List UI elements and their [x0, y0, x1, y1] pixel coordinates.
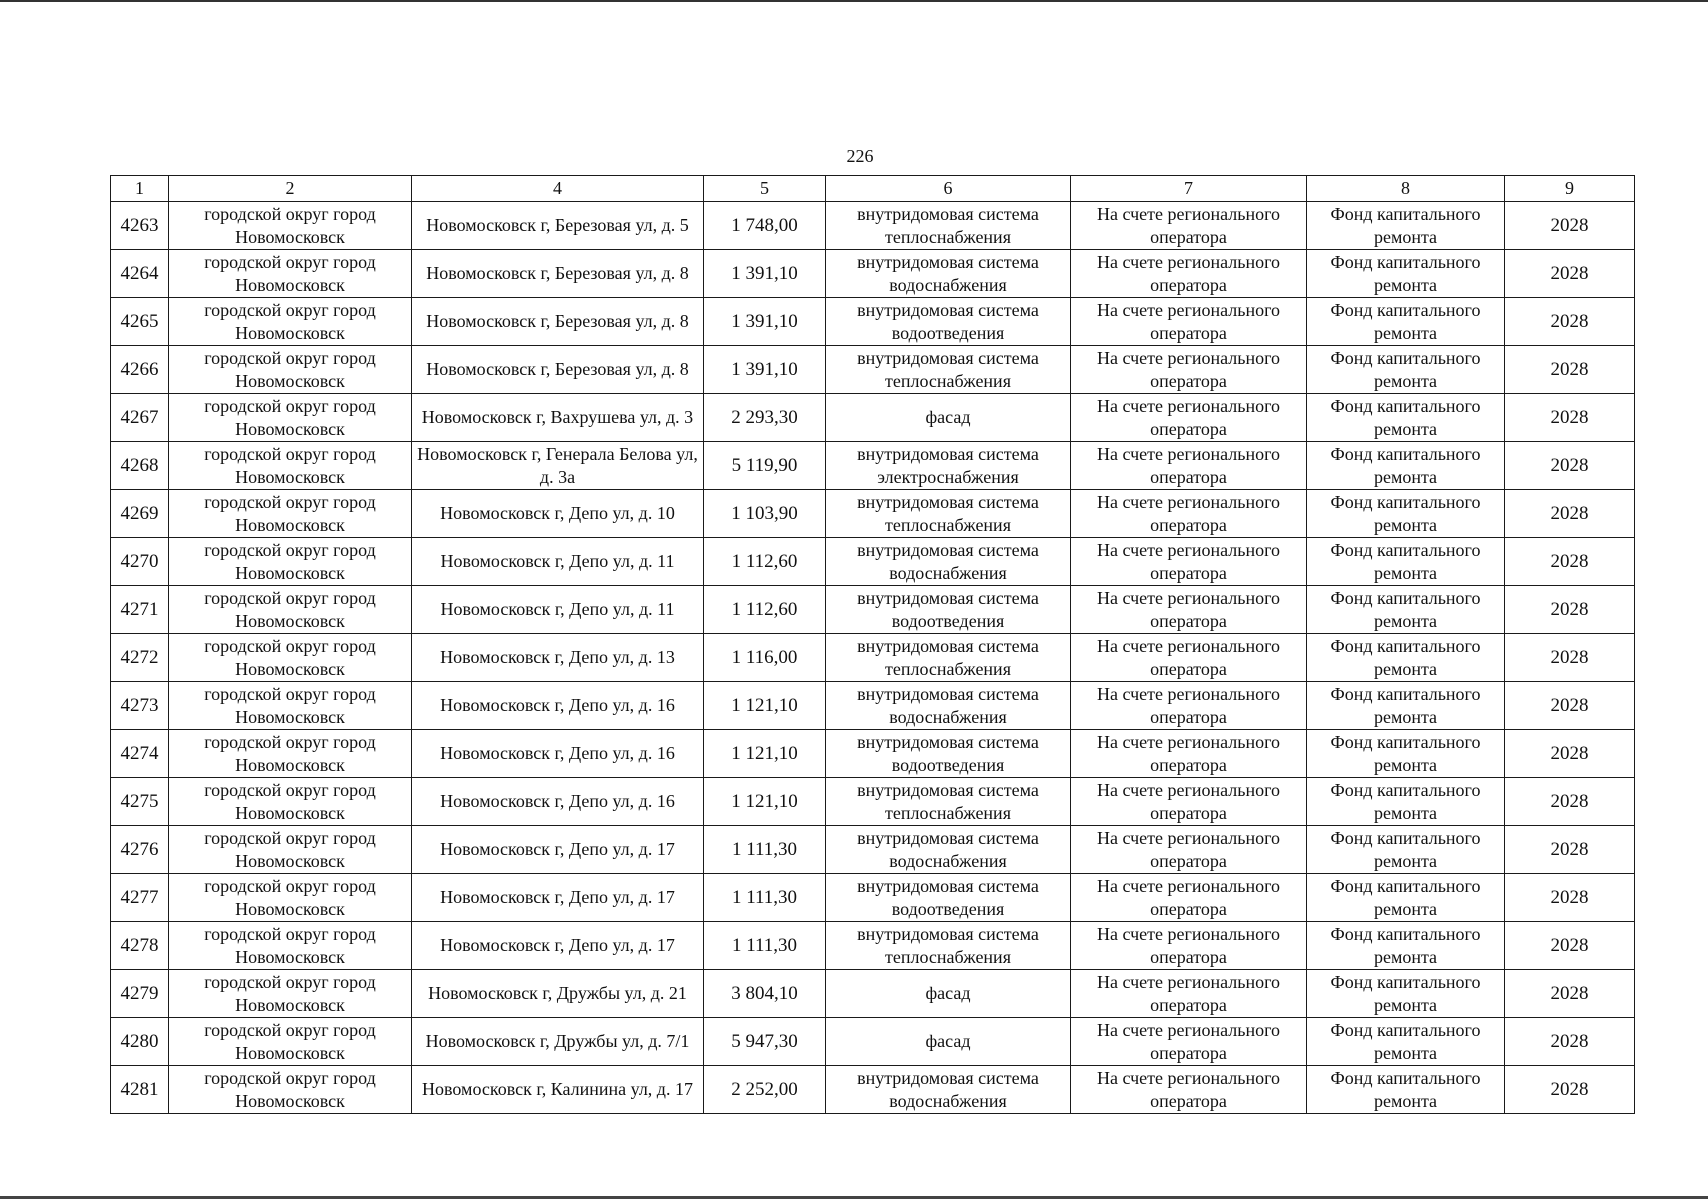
municipality-cell: городской округ город Новомосковск	[169, 586, 412, 634]
funding-source-cell: Фонд капитального ремонта	[1307, 682, 1505, 730]
work-type-cell: внутридомовая система электроснабжения	[826, 442, 1071, 490]
work-type-cell: внутридомовая система водоотведения	[826, 874, 1071, 922]
table-row	[111, 442, 1635, 490]
year-cell: 2028	[1505, 730, 1635, 778]
account-cell: На счете регионального оператора	[1071, 778, 1307, 826]
year-cell: 2028	[1505, 394, 1635, 442]
account-cell: На счете регионального оператора	[1071, 1066, 1307, 1114]
area-cell: 1 111,30	[704, 922, 826, 970]
table-row	[111, 250, 1635, 298]
table-row	[111, 586, 1635, 634]
work-type-cell: внутридомовая система водоснабжения	[826, 1066, 1071, 1114]
table-row	[111, 970, 1635, 1018]
municipality-cell: городской округ город Новомосковск	[169, 298, 412, 346]
account-cell: На счете регионального оператора	[1071, 874, 1307, 922]
row-number-cell: 4281	[111, 1066, 169, 1114]
account-cell: На счете регионального оператора	[1071, 298, 1307, 346]
column-header: 5	[704, 176, 826, 202]
address-cell: Новомосковск г, Депо ул, д. 16	[412, 730, 704, 778]
funding-source-cell: Фонд капитального ремонта	[1307, 298, 1505, 346]
row-number-cell: 4280	[111, 1018, 169, 1066]
area-cell: 2 293,30	[704, 394, 826, 442]
municipality-cell: городской округ город Новомосковск	[169, 346, 412, 394]
account-cell: На счете регионального оператора	[1071, 682, 1307, 730]
funding-source-cell: Фонд капитального ремонта	[1307, 202, 1505, 250]
funding-source-cell: Фонд капитального ремонта	[1307, 826, 1505, 874]
funding-source-cell: Фонд капитального ремонта	[1307, 346, 1505, 394]
municipality-cell: городской округ город Новомосковск	[169, 682, 412, 730]
funding-source-cell: Фонд капитального ремонта	[1307, 442, 1505, 490]
table-row	[111, 778, 1635, 826]
column-header: 4	[412, 176, 704, 202]
work-type-cell: внутридомовая система водоснабжения	[826, 682, 1071, 730]
year-cell: 2028	[1505, 346, 1635, 394]
year-cell: 2028	[1505, 250, 1635, 298]
funding-source-cell: Фонд капитального ремонта	[1307, 730, 1505, 778]
year-cell: 2028	[1505, 202, 1635, 250]
municipality-cell: городской округ город Новомосковск	[169, 1018, 412, 1066]
work-type-cell: фасад	[826, 394, 1071, 442]
area-cell: 2 252,00	[704, 1066, 826, 1114]
account-cell: На счете регионального оператора	[1071, 826, 1307, 874]
row-number-cell: 4269	[111, 490, 169, 538]
work-type-cell: внутридомовая система теплоснабжения	[826, 346, 1071, 394]
table-row	[111, 1066, 1635, 1114]
funding-source-cell: Фонд капитального ремонта	[1307, 490, 1505, 538]
year-cell: 2028	[1505, 1066, 1635, 1114]
municipality-cell: городской округ город Новомосковск	[169, 490, 412, 538]
municipality-cell: городской округ город Новомосковск	[169, 922, 412, 970]
table-row	[111, 298, 1635, 346]
address-cell: Новомосковск г, Березовая ул, д. 8	[412, 250, 704, 298]
funding-source-cell: Фонд капитального ремонта	[1307, 922, 1505, 970]
year-cell: 2028	[1505, 970, 1635, 1018]
year-cell: 2028	[1505, 298, 1635, 346]
address-cell: Новомосковск г, Депо ул, д. 13	[412, 634, 704, 682]
table-row	[111, 490, 1635, 538]
table-row	[111, 346, 1635, 394]
table-row	[111, 730, 1635, 778]
work-type-cell: фасад	[826, 970, 1071, 1018]
address-cell: Новомосковск г, Депо ул, д. 16	[412, 778, 704, 826]
year-cell: 2028	[1505, 1018, 1635, 1066]
area-cell: 3 804,10	[704, 970, 826, 1018]
work-type-cell: внутридомовая система теплоснабжения	[826, 634, 1071, 682]
account-cell: На счете регионального оператора	[1071, 250, 1307, 298]
work-type-cell: внутридомовая система теплоснабжения	[826, 202, 1071, 250]
account-cell: На счете регионального оператора	[1071, 442, 1307, 490]
table-row	[111, 634, 1635, 682]
column-header: 6	[826, 176, 1071, 202]
row-number-cell: 4278	[111, 922, 169, 970]
funding-source-cell: Фонд капитального ремонта	[1307, 634, 1505, 682]
address-cell: Новомосковск г, Депо ул, д. 10	[412, 490, 704, 538]
year-cell: 2028	[1505, 634, 1635, 682]
address-cell: Новомосковск г, Калинина ул, д. 17	[412, 1066, 704, 1114]
year-cell: 2028	[1505, 682, 1635, 730]
address-cell: Новомосковск г, Депо ул, д. 11	[412, 538, 704, 586]
area-cell: 1 116,00	[704, 634, 826, 682]
account-cell: На счете регионального оператора	[1071, 634, 1307, 682]
work-type-cell: внутридомовая система водоотведения	[826, 586, 1071, 634]
funding-source-cell: Фонд капитального ремонта	[1307, 1018, 1505, 1066]
work-type-cell: внутридомовая система водоснабжения	[826, 250, 1071, 298]
municipality-cell: городской округ город Новомосковск	[169, 634, 412, 682]
area-cell: 1 391,10	[704, 298, 826, 346]
municipality-cell: городской округ город Новомосковск	[169, 538, 412, 586]
row-number-cell: 4268	[111, 442, 169, 490]
municipality-cell: городской округ город Новомосковск	[169, 778, 412, 826]
municipality-cell: городской округ город Новомосковск	[169, 250, 412, 298]
work-type-cell: внутридомовая система водоснабжения	[826, 538, 1071, 586]
column-header: 7	[1071, 176, 1307, 202]
municipality-cell: городской округ город Новомосковск	[169, 826, 412, 874]
address-cell: Новомосковск г, Генерала Белова ул, д. 3а	[412, 442, 704, 490]
row-number-cell: 4263	[111, 202, 169, 250]
year-cell: 2028	[1505, 490, 1635, 538]
area-cell: 1 121,10	[704, 682, 826, 730]
address-cell: Новомосковск г, Березовая ул, д. 5	[412, 202, 704, 250]
address-cell: Новомосковск г, Дружбы ул, д. 21	[412, 970, 704, 1018]
address-cell: Новомосковск г, Депо ул, д. 17	[412, 874, 704, 922]
funding-source-cell: Фонд капитального ремонта	[1307, 970, 1505, 1018]
account-cell: На счете регионального оператора	[1071, 202, 1307, 250]
year-cell: 2028	[1505, 874, 1635, 922]
funding-source-cell: Фонд капитального ремонта	[1307, 586, 1505, 634]
page-number: 226	[846, 146, 874, 166]
row-number-cell: 4265	[111, 298, 169, 346]
address-cell: Новомосковск г, Депо ул, д. 17	[412, 922, 704, 970]
account-cell: На счете регионального оператора	[1071, 490, 1307, 538]
year-cell: 2028	[1505, 826, 1635, 874]
column-header: 2	[169, 176, 412, 202]
account-cell: На счете регионального оператора	[1071, 586, 1307, 634]
funding-source-cell: Фонд капитального ремонта	[1307, 874, 1505, 922]
row-number-cell: 4276	[111, 826, 169, 874]
address-cell: Новомосковск г, Дружбы ул, д. 7/1	[412, 1018, 704, 1066]
table-row	[111, 1018, 1635, 1066]
area-cell: 1 112,60	[704, 586, 826, 634]
area-cell: 1 121,10	[704, 778, 826, 826]
area-cell: 1 121,10	[704, 730, 826, 778]
area-cell: 1 111,30	[704, 826, 826, 874]
area-cell: 5 947,30	[704, 1018, 826, 1066]
work-type-cell: внутридомовая система теплоснабжения	[826, 778, 1071, 826]
municipality-cell: городской округ город Новомосковск	[169, 730, 412, 778]
table-row	[111, 922, 1635, 970]
table-body	[111, 202, 1635, 1114]
account-cell: На счете регионального оператора	[1071, 538, 1307, 586]
account-cell: На счете регионального оператора	[1071, 970, 1307, 1018]
row-number-cell: 4273	[111, 682, 169, 730]
column-header: 9	[1505, 176, 1635, 202]
municipality-cell: городской округ город Новомосковск	[169, 442, 412, 490]
table-row	[111, 682, 1635, 730]
year-cell: 2028	[1505, 778, 1635, 826]
row-number-cell: 4279	[111, 970, 169, 1018]
account-cell: На счете регионального оператора	[1071, 730, 1307, 778]
scan-edge-top	[0, 0, 1708, 2]
area-cell: 1 103,90	[704, 490, 826, 538]
area-cell: 1 111,30	[704, 874, 826, 922]
address-cell: Новомосковск г, Вахрушева ул, д. 3	[412, 394, 704, 442]
year-cell: 2028	[1505, 922, 1635, 970]
table-row	[111, 874, 1635, 922]
address-cell: Новомосковск г, Депо ул, д. 17	[412, 826, 704, 874]
account-cell: На счете регионального оператора	[1071, 1018, 1307, 1066]
column-header: 8	[1307, 176, 1505, 202]
header-row	[111, 176, 1635, 202]
area-cell: 5 119,90	[704, 442, 826, 490]
account-cell: На счете регионального оператора	[1071, 922, 1307, 970]
funding-source-cell: Фонд капитального ремонта	[1307, 250, 1505, 298]
work-type-cell: внутридомовая система водоотведения	[826, 298, 1071, 346]
scan-edge-bottom	[0, 1196, 1708, 1199]
municipality-cell: городской округ город Новомосковск	[169, 970, 412, 1018]
area-cell: 1 391,10	[704, 250, 826, 298]
column-header: 1	[111, 176, 169, 202]
work-type-cell: внутридомовая система теплоснабжения	[826, 922, 1071, 970]
work-type-cell: фасад	[826, 1018, 1071, 1066]
row-number-cell: 4275	[111, 778, 169, 826]
municipality-cell: городской округ город Новомосковск	[169, 394, 412, 442]
data-table	[110, 175, 1635, 1114]
municipality-cell: городской округ город Новомосковск	[169, 1066, 412, 1114]
address-cell: Новомосковск г, Депо ул, д. 16	[412, 682, 704, 730]
funding-source-cell: Фонд капитального ремонта	[1307, 538, 1505, 586]
municipality-cell: городской округ город Новомосковск	[169, 874, 412, 922]
table-row	[111, 202, 1635, 250]
area-cell: 1 748,00	[704, 202, 826, 250]
year-cell: 2028	[1505, 442, 1635, 490]
work-type-cell: внутридомовая система водоотведения	[826, 730, 1071, 778]
address-cell: Новомосковск г, Березовая ул, д. 8	[412, 346, 704, 394]
table-row	[111, 394, 1635, 442]
row-number-cell: 4270	[111, 538, 169, 586]
area-cell: 1 112,60	[704, 538, 826, 586]
year-cell: 2028	[1505, 586, 1635, 634]
row-number-cell: 4266	[111, 346, 169, 394]
account-cell: На счете регионального оператора	[1071, 346, 1307, 394]
address-cell: Новомосковск г, Депо ул, д. 11	[412, 586, 704, 634]
row-number-cell: 4277	[111, 874, 169, 922]
address-cell: Новомосковск г, Березовая ул, д. 8	[412, 298, 704, 346]
municipality-cell: городской округ город Новомосковск	[169, 202, 412, 250]
area-cell: 1 391,10	[704, 346, 826, 394]
funding-source-cell: Фонд капитального ремонта	[1307, 394, 1505, 442]
year-cell: 2028	[1505, 538, 1635, 586]
work-type-cell: внутридомовая система водоснабжения	[826, 826, 1071, 874]
table-row	[111, 538, 1635, 586]
row-number-cell: 4267	[111, 394, 169, 442]
row-number-cell: 4264	[111, 250, 169, 298]
table-row	[111, 826, 1635, 874]
funding-source-cell: Фонд капитального ремонта	[1307, 1066, 1505, 1114]
row-number-cell: 4274	[111, 730, 169, 778]
funding-source-cell: Фонд капитального ремонта	[1307, 778, 1505, 826]
row-number-cell: 4272	[111, 634, 169, 682]
work-type-cell: внутридомовая система теплоснабжения	[826, 490, 1071, 538]
row-number-cell: 4271	[111, 586, 169, 634]
account-cell: На счете регионального оператора	[1071, 394, 1307, 442]
